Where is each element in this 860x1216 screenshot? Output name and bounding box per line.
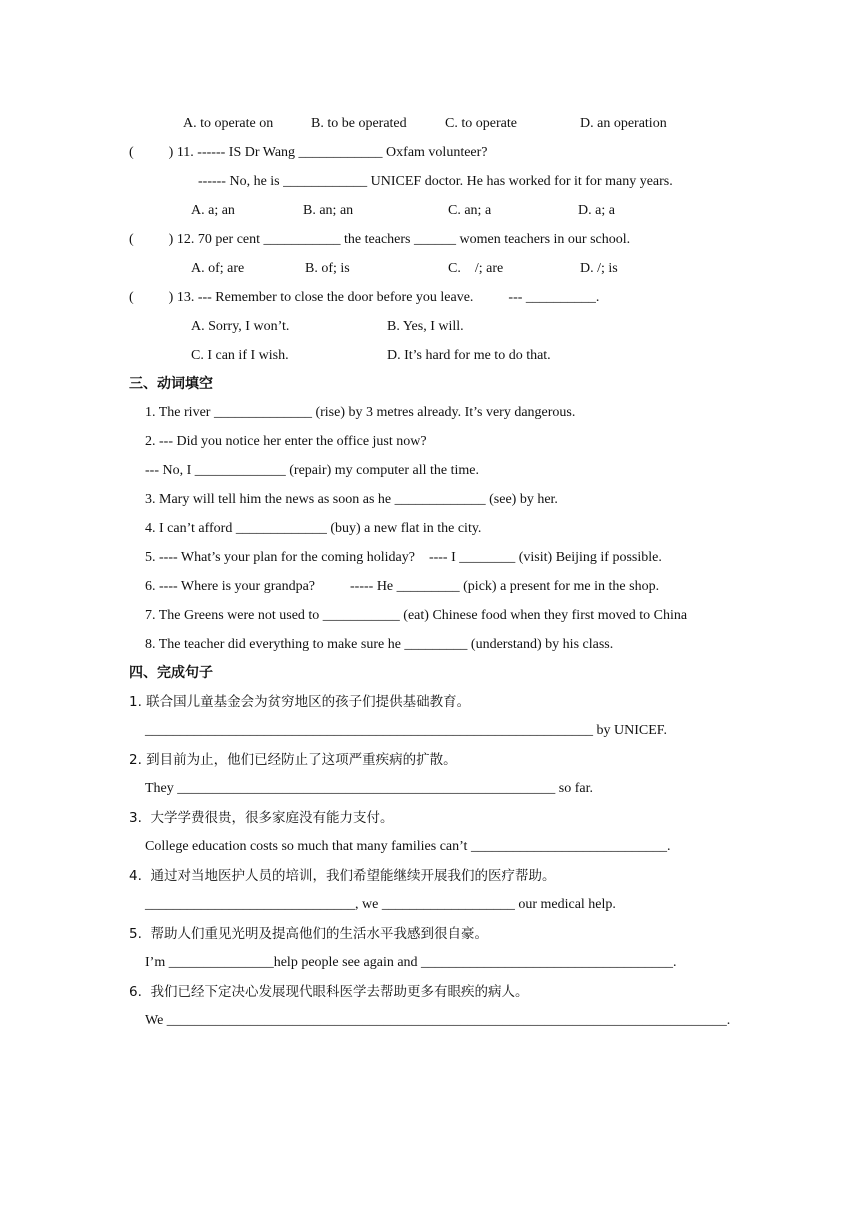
section3-item: 2. --- Did you notice her enter the office just now? bbox=[145, 434, 427, 449]
q13-question: ( ) 13. --- Remember to close the door before you leave. --- __________. bbox=[129, 290, 600, 305]
section3-item: 1. The river ______________ (rise) by 3 metres already. It’s very dangerous. bbox=[145, 405, 576, 420]
q11-option-d: D. a; a bbox=[578, 203, 615, 218]
section4-answer-line: ________________________________________________________________ by UNICEF. bbox=[145, 723, 667, 738]
section3-item: 6. ---- Where is your grandpa? ----- He _________ (pick) a present for me in the shop. bbox=[145, 579, 660, 594]
section4-prompt: 1. 联合国儿童基金会为贫穷地区的孩子们提供基础教育。 bbox=[129, 694, 471, 710]
q11-option-c: C. an; a bbox=[448, 203, 492, 218]
section4-answer-line: ______________________________, we ___________________ our medical help. bbox=[145, 897, 616, 912]
q13-option-a: A. Sorry, I won’t. bbox=[191, 319, 290, 334]
q12-option-d: D. /; is bbox=[580, 261, 618, 276]
section3-item: 8. The teacher did everything to make sure he _________ (understand) by his class. bbox=[145, 637, 614, 652]
q13-option-b: B. Yes, I will. bbox=[387, 319, 464, 334]
section4-prompt: 2. 到目前为止，他们已经防止了这项严重疾病的扩散。 bbox=[129, 752, 457, 768]
section3-item: --- No, I _____________ (repair) my computer all the time. bbox=[145, 463, 479, 478]
q13-option-c: C. I can if I wish. bbox=[191, 348, 289, 363]
section4-prompt: 4. 通过对当地医护人员的培训，我们希望能继续开展我们的医疗帮助。 bbox=[129, 868, 556, 884]
q12-option-a: A. of; are bbox=[191, 261, 245, 276]
q11-option-b: B. an; an bbox=[303, 203, 354, 218]
section4-answer-line: I’m _______________help people see again and ____________________________________. bbox=[145, 955, 677, 970]
section3-item: 7. The Greens were not used to ___________ (eat) Chinese food when they first moved to China bbox=[145, 608, 688, 623]
q11-response: ------ No, he is ____________ UNICEF doctor. He has worked for it for many years. bbox=[198, 174, 673, 189]
section4-answer-line: We ________________________________________________________________________________. bbox=[145, 1013, 731, 1028]
q12-question: ( ) 12. 70 per cent ___________ the teachers ______ women teachers in our school. bbox=[129, 232, 631, 247]
q12-option-b: B. of; is bbox=[305, 261, 350, 276]
q10-option-d: D. an operation bbox=[580, 116, 667, 131]
section4-prompt: 5. 帮助人们重见光明及提高他们的生活水平我感到很自豪。 bbox=[129, 926, 488, 942]
section4-prompt: 6. 我们已经下定决心发展现代眼科医学去帮助更多有眼疾的病人。 bbox=[129, 984, 529, 1000]
q13-option-d: D. It’s hard for me to do that. bbox=[387, 348, 551, 363]
section3-title: 三、动词填空 bbox=[129, 376, 213, 392]
q11-option-a: A. a; an bbox=[191, 203, 235, 218]
section4-title: 四、完成句子 bbox=[129, 665, 213, 681]
section3-item: 4. I can’t afford _____________ (buy) a new flat in the city. bbox=[145, 521, 482, 536]
q11-question: ( ) 11. ------ IS Dr Wang ____________ Oxfam volunteer? bbox=[129, 145, 488, 160]
q12-option-c: C. /; are bbox=[448, 261, 504, 276]
q10-option-a: A. to operate on bbox=[183, 116, 274, 131]
section3-item: 3. Mary will tell him the news as soon as he _____________ (see) by her. bbox=[145, 492, 558, 507]
section4-answer-line: College education costs so much that many families can’t ____________________________. bbox=[145, 839, 671, 854]
q10-option-b: B. to be operated bbox=[311, 116, 407, 131]
section4-prompt: 3. 大学学费很贵，很多家庭没有能力支付。 bbox=[129, 810, 394, 826]
section3-item: 5. ---- What’s your plan for the coming holiday? ---- I ________ (visit) Beijing if possible. bbox=[145, 550, 662, 565]
q10-option-c: C. to operate bbox=[445, 116, 517, 131]
section4-answer-line: They ______________________________________________________ so far. bbox=[145, 781, 593, 796]
